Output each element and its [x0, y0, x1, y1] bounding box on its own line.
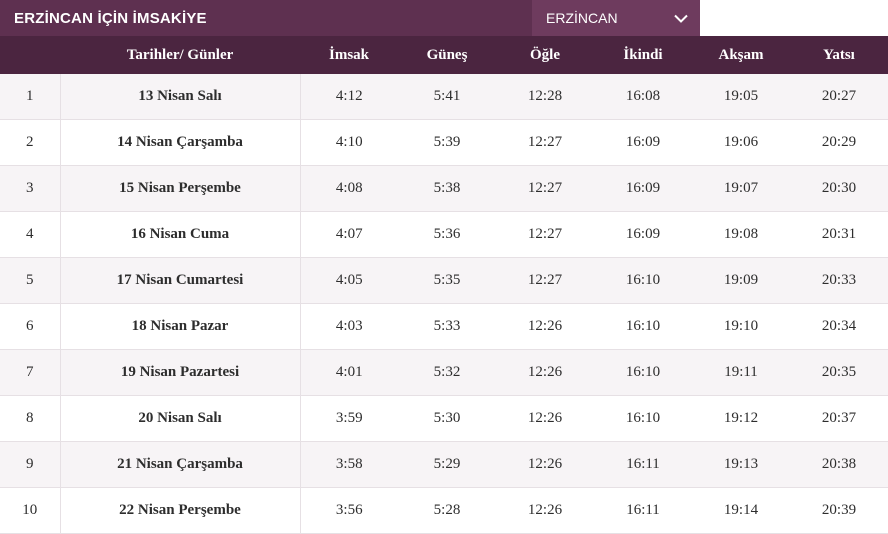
row-ikindi: 16:10	[594, 350, 692, 396]
row-yatsi: 20:27	[790, 74, 888, 120]
row-gunes: 5:41	[398, 74, 496, 120]
row-gunes: 5:38	[398, 166, 496, 212]
row-imsak: 4:10	[300, 120, 398, 166]
row-yatsi: 20:33	[790, 258, 888, 304]
row-ogle: 12:26	[496, 304, 594, 350]
row-date: 14 Nisan Çarşamba	[60, 120, 300, 166]
column-header-ogle: Öğle	[496, 36, 594, 74]
row-number: 1	[0, 74, 60, 120]
table-row	[0, 442, 888, 488]
row-number: 2	[0, 120, 60, 166]
row-ogle: 12:27	[496, 120, 594, 166]
row-ikindi: 16:08	[594, 74, 692, 120]
row-ogle: 12:26	[496, 396, 594, 442]
row-ikindi: 16:11	[594, 442, 692, 488]
row-imsak: 4:07	[300, 212, 398, 258]
row-ogle: 12:26	[496, 350, 594, 396]
row-aksam: 19:12	[692, 396, 790, 442]
row-date: 15 Nisan Perşembe	[60, 166, 300, 212]
row-ogle: 12:27	[496, 166, 594, 212]
city-select[interactable]	[532, 0, 700, 36]
row-yatsi: 20:30	[790, 166, 888, 212]
row-ikindi: 16:09	[594, 212, 692, 258]
row-imsak: 4:05	[300, 258, 398, 304]
column-header-dates: Tarihler/ Günler	[60, 36, 300, 74]
row-aksam: 19:10	[692, 304, 790, 350]
row-gunes: 5:28	[398, 488, 496, 534]
table-row	[0, 258, 888, 304]
row-gunes: 5:39	[398, 120, 496, 166]
row-imsak: 3:56	[300, 488, 398, 534]
row-number: 3	[0, 166, 60, 212]
column-header-imsak: İmsak	[300, 36, 398, 74]
table-header	[0, 36, 888, 74]
row-ogle: 12:26	[496, 442, 594, 488]
row-number: 6	[0, 304, 60, 350]
table-row	[0, 304, 888, 350]
row-number: 7	[0, 350, 60, 396]
row-ikindi: 16:09	[594, 120, 692, 166]
table-row	[0, 120, 888, 166]
row-yatsi: 20:35	[790, 350, 888, 396]
row-ikindi: 16:10	[594, 396, 692, 442]
row-ikindi: 16:10	[594, 258, 692, 304]
row-date: 13 Nisan Salı	[60, 74, 300, 120]
row-yatsi: 20:34	[790, 304, 888, 350]
row-aksam: 19:09	[692, 258, 790, 304]
row-imsak: 4:08	[300, 166, 398, 212]
row-yatsi: 20:29	[790, 120, 888, 166]
table-header-row	[0, 36, 888, 74]
row-number: 10	[0, 488, 60, 534]
row-date: 21 Nisan Çarşamba	[60, 442, 300, 488]
row-yatsi: 20:31	[790, 212, 888, 258]
row-date: 16 Nisan Cuma	[60, 212, 300, 258]
column-header-number	[0, 36, 60, 74]
row-gunes: 5:36	[398, 212, 496, 258]
row-date: 19 Nisan Pazartesi	[60, 350, 300, 396]
row-ogle: 12:27	[496, 212, 594, 258]
row-aksam: 19:06	[692, 120, 790, 166]
row-gunes: 5:32	[398, 350, 496, 396]
row-yatsi: 20:38	[790, 442, 888, 488]
row-yatsi: 20:39	[790, 488, 888, 534]
row-ikindi: 16:10	[594, 304, 692, 350]
column-header-ikindi: İkindi	[594, 36, 692, 74]
row-imsak: 3:59	[300, 396, 398, 442]
row-ogle: 12:26	[496, 488, 594, 534]
chevron-down-icon	[674, 14, 688, 23]
row-gunes: 5:30	[398, 396, 496, 442]
row-gunes: 5:35	[398, 258, 496, 304]
row-aksam: 19:14	[692, 488, 790, 534]
row-number: 9	[0, 442, 60, 488]
row-date: 17 Nisan Cumartesi	[60, 258, 300, 304]
row-date: 20 Nisan Salı	[60, 396, 300, 442]
table-row	[0, 74, 888, 120]
table-body	[0, 74, 888, 534]
table-row	[0, 212, 888, 258]
row-aksam: 19:07	[692, 166, 790, 212]
row-yatsi: 20:37	[790, 396, 888, 442]
table-row	[0, 166, 888, 212]
row-imsak: 4:01	[300, 350, 398, 396]
row-date: 18 Nisan Pazar	[60, 304, 300, 350]
row-ogle: 12:27	[496, 258, 594, 304]
row-ogle: 12:28	[496, 74, 594, 120]
prayer-times-table	[0, 36, 888, 534]
row-ikindi: 16:11	[594, 488, 692, 534]
table-row	[0, 396, 888, 442]
row-aksam: 19:11	[692, 350, 790, 396]
row-number: 8	[0, 396, 60, 442]
column-header-yatsi: Yatsı	[790, 36, 888, 74]
column-header-aksam: Akşam	[692, 36, 790, 74]
city-select-value: ERZİNCAN	[546, 10, 618, 26]
row-aksam: 19:13	[692, 442, 790, 488]
row-gunes: 5:33	[398, 304, 496, 350]
table-row	[0, 488, 888, 534]
header-bar	[0, 0, 700, 36]
row-imsak: 4:03	[300, 304, 398, 350]
row-imsak: 4:12	[300, 74, 398, 120]
row-aksam: 19:05	[692, 74, 790, 120]
row-aksam: 19:08	[692, 212, 790, 258]
row-ikindi: 16:09	[594, 166, 692, 212]
table-row	[0, 350, 888, 396]
row-number: 4	[0, 212, 60, 258]
column-header-gunes: Güneş	[398, 36, 496, 74]
row-gunes: 5:29	[398, 442, 496, 488]
row-number: 5	[0, 258, 60, 304]
row-date: 22 Nisan Perşembe	[60, 488, 300, 534]
row-imsak: 3:58	[300, 442, 398, 488]
page-title: ERZİNCAN İÇİN İMSAKİYE	[14, 9, 207, 27]
